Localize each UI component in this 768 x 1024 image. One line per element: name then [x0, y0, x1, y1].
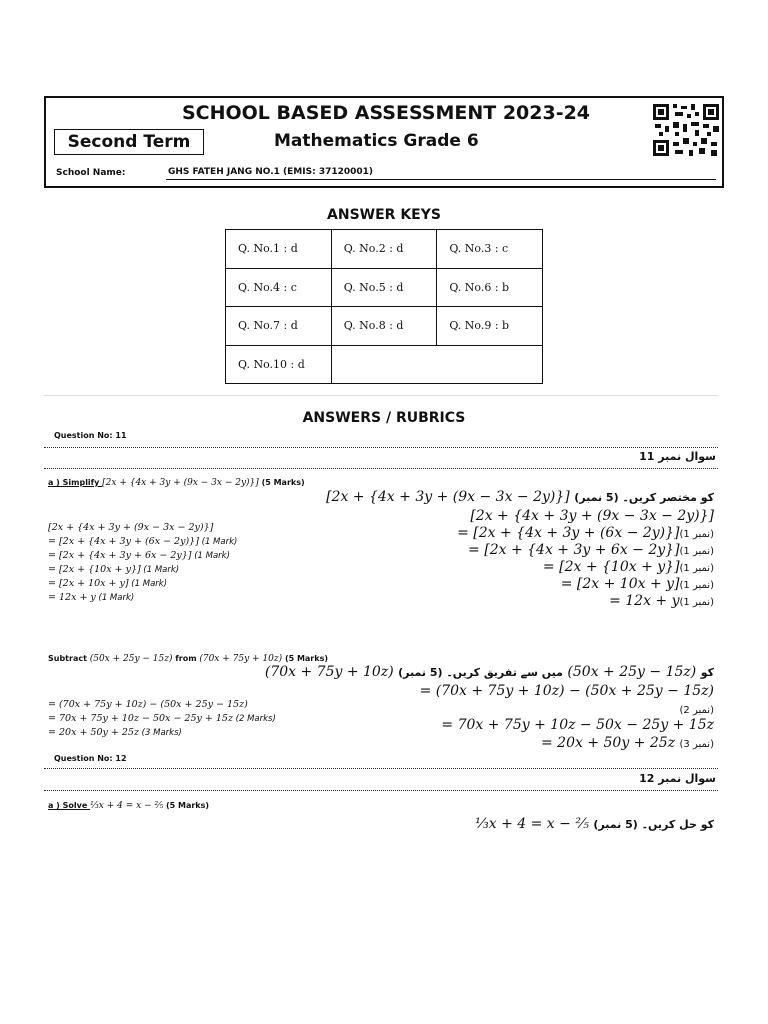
step-mark: (1 نمبر) [679, 580, 714, 591]
step-expression: = (70x + 75y + 10z) − (50x + 25y − 15z) [48, 699, 248, 710]
q11b-right-step [420, 683, 714, 699]
answer-cell: Q. No.6 : b [437, 268, 543, 307]
q11a-left-step [48, 578, 167, 589]
q11b-urdu-ko: کو [700, 666, 714, 679]
step-mark: (1 نمبر) [679, 563, 714, 574]
q11b-urdu-instruction-line [265, 664, 714, 680]
answer-cell [331, 345, 542, 384]
step-mark: (1 نمبر) [679, 597, 714, 608]
assessment-header [44, 96, 724, 188]
q11a-urdu-expression: [2x + {4x + 3y + (9x − 3x − 2y)}] [326, 489, 570, 505]
table-row [226, 307, 543, 346]
step-expression: = [2x + {10x + y}] [542, 559, 680, 575]
qr-code-icon [651, 102, 721, 158]
answer-keys-table [225, 229, 543, 384]
q11a-left-step [48, 592, 134, 603]
q11a-right-step [468, 542, 714, 558]
q11a-left-step [48, 550, 230, 561]
q11a-left-step [48, 564, 179, 575]
q11a-left-step [48, 522, 213, 533]
page-title: SCHOOL BASED ASSESSMENT 2023-24 [181, 102, 591, 124]
q11b-urdu-instruction: میں سے تفریق کریں۔ (5 نمبر) [398, 666, 563, 679]
q12a-expression: ⅓x + 4 = x − ⅖ [90, 801, 164, 811]
answer-cell: Q. No.10 : d [226, 345, 332, 384]
q11b-urdu-expression-2: (70x + 75y + 10z) [264, 664, 394, 680]
dotted-divider [44, 768, 718, 769]
q11b-expression-1: (50x + 25y − 15z) [89, 654, 173, 664]
q11b-left-step [48, 699, 248, 710]
step-expression: = 12x + y [609, 593, 680, 609]
q12a-marks: (5 Marks) [163, 801, 210, 810]
step-expression: = [2x + {4x + 3y + (6x − 2y)}] [457, 525, 680, 541]
step-expression: = [2x + {4x + 3y + 6x − 2y}] [468, 542, 680, 558]
step-mark: (1 Mark) [140, 565, 180, 575]
step-expression: = 70x + 75y + 10z − 50x − 25y + 15z [441, 717, 714, 733]
question-11-urdu-label: سوال نمبر 11 [639, 450, 716, 463]
q11a-right-step [543, 559, 714, 575]
q11b-marks: (5 Marks) [282, 654, 328, 663]
question-12-urdu-label: سوال نمبر 12 [639, 772, 716, 785]
q11a-urdu-instruction-line [326, 489, 714, 505]
q11b-expression-2: (70x + 75y + 10z) [199, 654, 283, 664]
q11a-urdu-instruction: کو مختصر کریں۔ (5 نمبر) [574, 491, 714, 504]
step-mark: (3 نمبر) [679, 739, 714, 750]
dotted-divider [44, 468, 718, 469]
answer-cell: Q. No.1 : d [226, 230, 332, 269]
answer-cell: Q. No.5 : d [331, 268, 437, 307]
school-name-label: School Name: [56, 168, 126, 178]
step-expression: = [2x + 10x + y] [48, 578, 129, 589]
answer-keys-title: ANSWER KEYS [327, 207, 441, 223]
step-mark: (1 Mark) [191, 551, 230, 561]
q12a-urdu-instruction-line [475, 816, 714, 832]
question-11-label: Question No: 11 [54, 431, 127, 440]
q11a-right-step [561, 576, 714, 592]
step-expression: = [2x + 10x + y] [560, 576, 680, 592]
school-name-value: GHS FATEH JANG NO.1 (EMIS: 37120001) [166, 167, 716, 180]
step-mark: (1 نمبر) [679, 546, 714, 557]
step-expression: = 20x + 50y + 25z [48, 727, 139, 738]
q11a-left-step [48, 536, 237, 547]
q12a-urdu-expression: ⅓x + 4 = x − ⅖ [475, 816, 589, 832]
table-row [226, 345, 543, 384]
q11b-right-step [541, 735, 714, 751]
step-expression: = [2x + {10x + y}] [48, 564, 141, 575]
subtract-word: Subtract [48, 654, 90, 663]
step-mark: (2 نمبر) [679, 705, 714, 716]
step-expression: = [2x + {4x + 3y + (6x − 2y)}] [48, 536, 199, 547]
step-expression: = (70x + 75y + 10z) − (50x + 25y − 15z) [419, 683, 714, 699]
q12a-prefix: a ) Solve [48, 801, 91, 810]
q11a-expression: [2x + {4x + 3y + (9x − 3x − 2y)}] [102, 478, 259, 488]
rubrics-title: ANSWERS / RUBRICS [302, 410, 466, 426]
table-row [226, 230, 543, 269]
table-row [226, 268, 543, 307]
step-mark: (1 Mark) [198, 537, 238, 547]
q11b-right-step [441, 717, 714, 733]
step-expression: = [2x + {4x + 3y + 6x − 2y}] [48, 550, 192, 561]
step-mark: (1 نمبر) [679, 529, 714, 540]
term-box: Second Term [54, 129, 204, 155]
step-expression: = 12x + y [48, 592, 96, 603]
q11b-urdu-expression-1: (50x + 25y − 15z) [567, 664, 697, 680]
step-mark: (2 Marks) [232, 714, 276, 724]
answer-cell: Q. No.2 : d [331, 230, 437, 269]
dotted-divider [44, 447, 718, 448]
dotted-divider [44, 790, 718, 791]
section-divider [44, 395, 718, 396]
q11b-left-step [48, 727, 182, 738]
step-expression: [2x + {4x + 3y + (9x − 3x − 2y)}] [48, 522, 214, 533]
step-mark: (1 Mark) [95, 593, 135, 603]
q11a-prefix: a ) Simplify [48, 478, 103, 487]
answer-cell: Q. No.4 : c [226, 268, 332, 307]
q11a-right-step [457, 525, 714, 541]
from-word: from [172, 654, 200, 663]
answer-cell: Q. No.3 : c [437, 230, 543, 269]
step-expression: [2x + {4x + 3y + (9x − 3x − 2y)}] [470, 508, 714, 524]
q11a-right-step [470, 508, 714, 524]
answer-cell: Q. No.8 : d [331, 307, 437, 346]
q12a-instruction [48, 801, 209, 811]
q11a-marks: (5 Marks) [258, 478, 305, 487]
q11b-left-step [48, 713, 276, 724]
step-mark: (3 Marks) [138, 728, 182, 738]
q11b-instruction [48, 654, 328, 664]
answer-cell: Q. No.9 : b [437, 307, 543, 346]
q11a-right-step [609, 593, 714, 609]
subject-title: Mathematics Grade 6 [274, 131, 479, 151]
step-expression: = 20x + 50y + 25z [541, 735, 676, 751]
step-mark: (1 Mark) [128, 579, 168, 589]
q11a-instruction [48, 478, 305, 488]
answer-cell: Q. No.7 : d [226, 307, 332, 346]
q12a-urdu-instruction: کو حل کریں۔ (5 نمبر) [593, 818, 714, 831]
question-12-label: Question No: 12 [54, 754, 127, 763]
step-expression: = 70x + 75y + 10z − 50x − 25y + 15z [48, 713, 233, 724]
q11b-right-step [680, 701, 714, 717]
